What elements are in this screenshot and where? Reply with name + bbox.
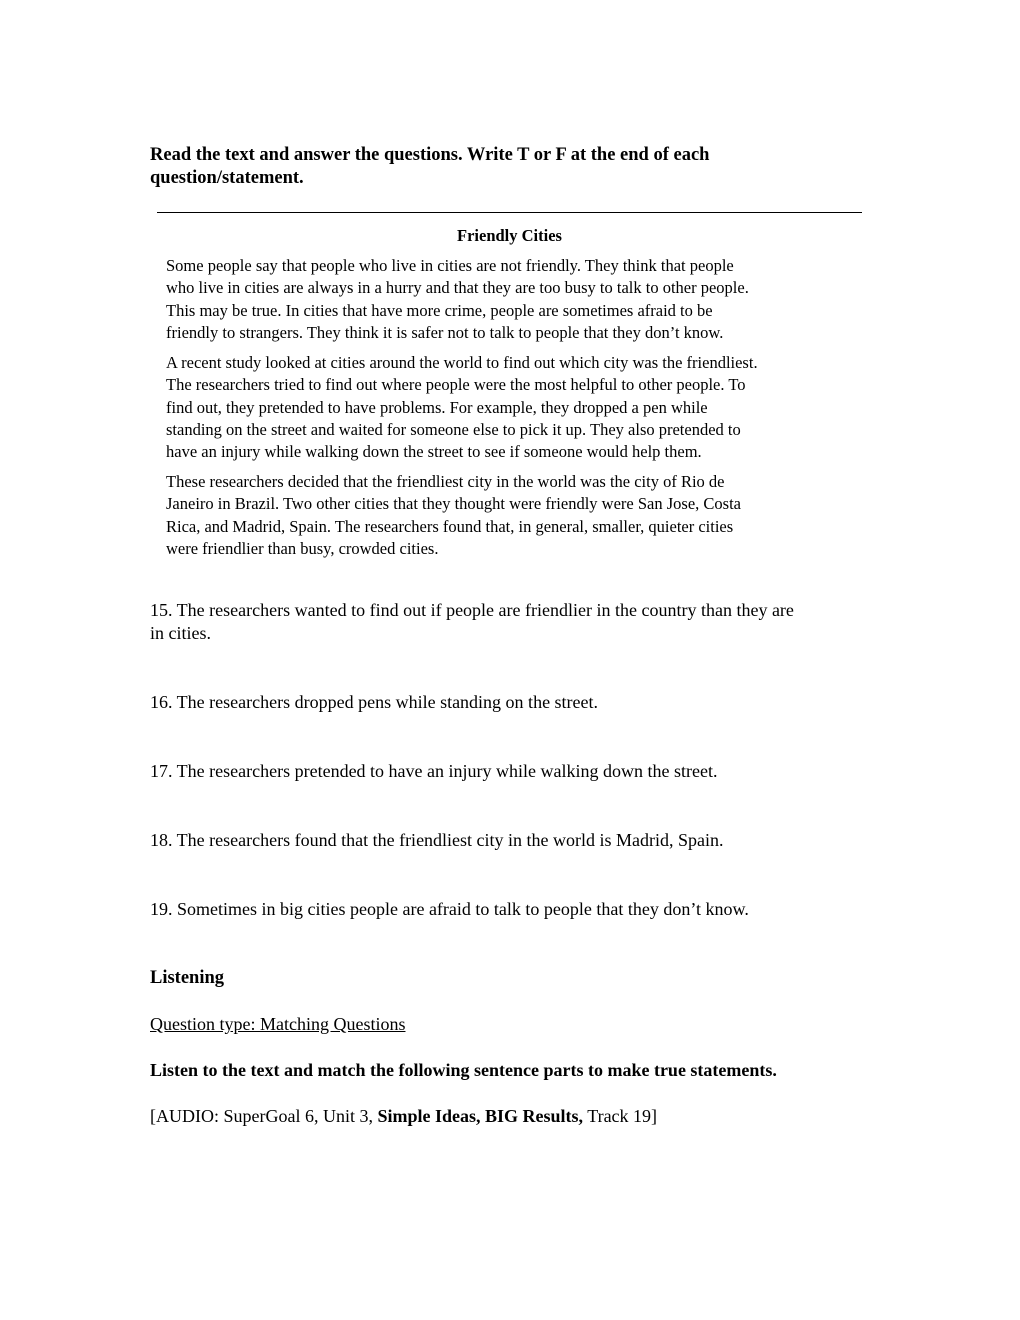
question-text: 19. Sometimes in big cities people are afraid to talk to people that they don’t know.	[150, 899, 749, 919]
audio-prefix: [AUDIO: SuperGoal 6, Unit 3,	[150, 1106, 378, 1126]
listening-heading: Listening	[150, 968, 225, 988]
text-line: find out, they pretended to have problems. For example, they dropped a pen while	[166, 397, 708, 417]
question-19	[150, 898, 870, 921]
text-line: friendly to strangers. They think it is safer not to talk to people that they don’t know.	[166, 322, 724, 342]
question-17	[150, 760, 870, 783]
passage-paragraph-2	[166, 352, 866, 463]
listening-instructions: Listen to the text and match the following sentence parts to make true statements.	[150, 1060, 777, 1080]
passage-title: Friendly Cities	[457, 226, 562, 245]
text-line: Rica, and Madrid, Spain. The researchers found that, in general, smaller, quieter cities	[166, 516, 734, 536]
text-line: were friendlier than busy, crowded cities.	[166, 538, 439, 558]
question-18	[150, 829, 870, 852]
question-15	[150, 599, 870, 645]
question-text: in cities.	[150, 623, 211, 643]
text-line: standing on the street and waited for someone else to pick it up. They also pretended to	[166, 419, 741, 439]
audio-suffix: Track 19]	[583, 1106, 658, 1126]
instructions-line: Read the text and answer the questions. Write T or F at the end of each	[150, 145, 710, 165]
text-line: have an injury while walking down the street to see if someone would help them.	[166, 442, 702, 462]
question-text: 18. The researchers found that the friendliest city in the world is Madrid, Spain.	[150, 830, 724, 850]
question-type-label: Question type: Matching Questions	[150, 1014, 406, 1034]
text-line: A recent study looked at cities around the world to find out which city was the friendliest.	[166, 353, 758, 372]
audio-reference	[150, 1105, 657, 1128]
text-line: This may be true. In cities that have more crime, people are sometimes afraid to be	[166, 300, 713, 320]
passage-paragraph-3	[166, 471, 866, 560]
text-line: Some people say that people who live in cities are not friendly. They think that people	[166, 256, 734, 275]
reading-instructions	[150, 144, 850, 190]
text-line: Janeiro in Brazil. Two other cities that they thought were friendly were San Jose, Costa	[166, 494, 741, 514]
text-line: who live in cities are always in a hurry and that they are too busy to talk to other people.	[166, 278, 749, 298]
text-line: The researchers tried to find out where people were the most helpful to other people. To	[166, 375, 746, 395]
question-16	[150, 691, 870, 714]
divider-line	[157, 212, 862, 213]
text-line: These researchers decided that the friendliest city in the world was the city of Rio de	[166, 472, 725, 491]
question-text: 16. The researchers dropped pens while standing on the street.	[150, 692, 599, 712]
audio-title: Simple Ideas, BIG Results,	[377, 1106, 584, 1126]
passage-paragraph-1	[166, 255, 866, 344]
question-text: 17. The researchers pretended to have an injury while walking down the street.	[150, 761, 718, 781]
instructions-line: question/statement.	[150, 168, 304, 188]
question-text: 15. The researchers wanted to find out if people are friendlier in the country than they are	[150, 600, 794, 620]
